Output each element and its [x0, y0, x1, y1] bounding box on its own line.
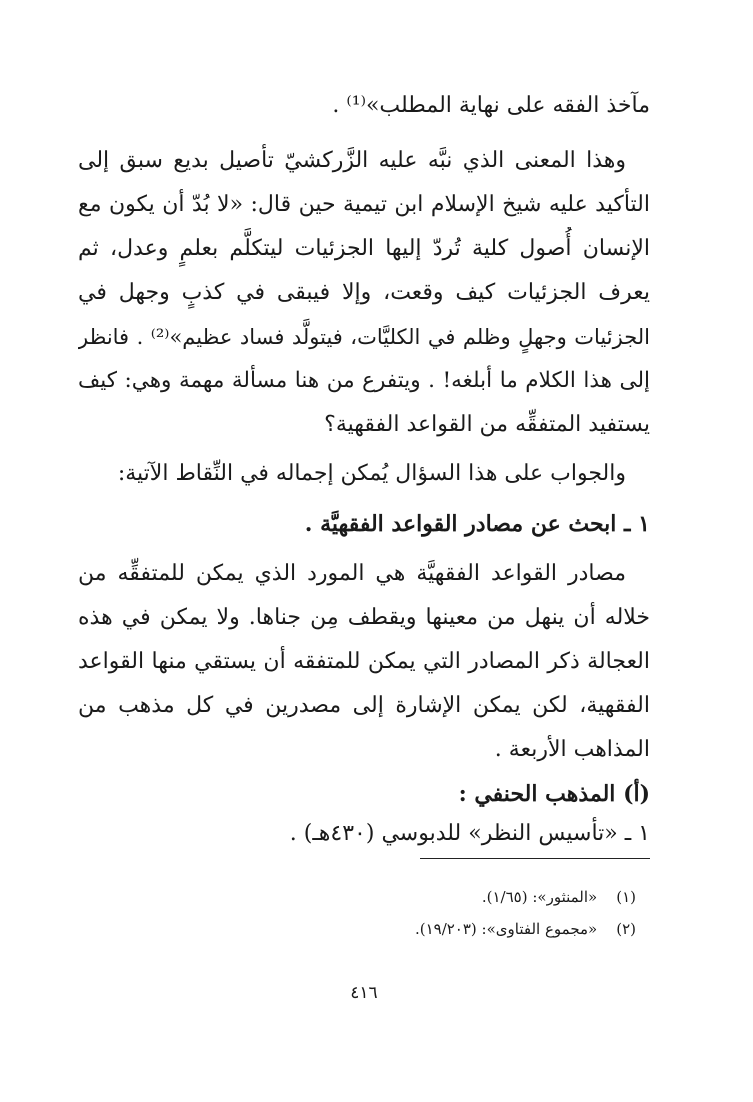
paragraph-line: مصادر القواعد الفقهيَّة هي المورد الذي يمكن للمتفقِّه من — [78, 561, 626, 586]
paragraph-line: إلى هذا الكلام ما أبلغه! . ويتفرع من هنا مسألة مهمة وهي: كيف — [78, 368, 650, 393]
footnote-text: «مجموع الفتاوى»: (١٩/٢٠٣). — [414, 920, 598, 938]
paragraph-line: الإنسان أُصول كلية تُردّ إليها الجزئيات ليتكلَّم بعلمٍ وعدل، ثم — [78, 236, 650, 261]
footnote-text: «المنثور»: (١/٦٥). — [481, 888, 598, 906]
paragraph-line: المذاهب الأربعة . — [494, 737, 650, 762]
footnote-separator — [420, 858, 650, 859]
paragraph-line: خلاله أن ينهل من معينها ويقطف مِن جناها. ولا يمكن في هذه — [78, 605, 650, 630]
answer-intro-line: والجواب على هذا السؤال يُمكن إجماله في النِّقاط الآتية: — [117, 461, 626, 486]
footnote — [482, 884, 636, 910]
page-number: ٤١٦ — [350, 983, 378, 1003]
footnote — [415, 916, 636, 942]
paragraph-line: العجالة ذكر المصادر التي يمكن للمتفقه أن يستقي منها القواعد — [78, 649, 650, 674]
list-item: ١ ـ «تأسيس النظر» للدبوسي (٤٣٠هـ) . — [289, 821, 650, 846]
paragraph-line: الجزئيات وجهلٍ وظلم في الكليَّات، فيتولَّد فساد عظيم»⁽²⁾ . فانظر — [78, 325, 650, 349]
section-heading: ١ ـ ابحث عن مصادر القواعد الفقهيَّة . — [304, 511, 650, 537]
paragraph-line: يستفيد المتفقِّه من القواعد الفقهية؟ — [324, 412, 650, 437]
footnote-number: (١) — [616, 888, 636, 906]
footnote-number: (٢) — [616, 920, 636, 938]
book-page — [78, 84, 650, 1024]
subsection-heading: (أ) المذهب الحنفي : — [458, 781, 650, 807]
paragraph-line: يعرف الجزئيات كيف وقعت، وإلا فيبقى في كذبٍ وجهل في — [78, 280, 650, 305]
paragraph-line-continuation: مآخذ الفقه على نهاية المطلب»⁽¹⁾ . — [332, 93, 650, 118]
paragraph-line: الفقهية، لكن يمكن الإشارة إلى مصدرين في كل مذهب من — [78, 693, 650, 718]
paragraph-line: التأكيد عليه شيخ الإسلام ابن تيمية حين قال: «لا بُدّ أن يكون مع — [78, 192, 650, 217]
paragraph-line: وهذا المعنى الذي نبَّه عليه الزَّركشيّ تأصيل بديع سبق إلى — [78, 148, 626, 173]
